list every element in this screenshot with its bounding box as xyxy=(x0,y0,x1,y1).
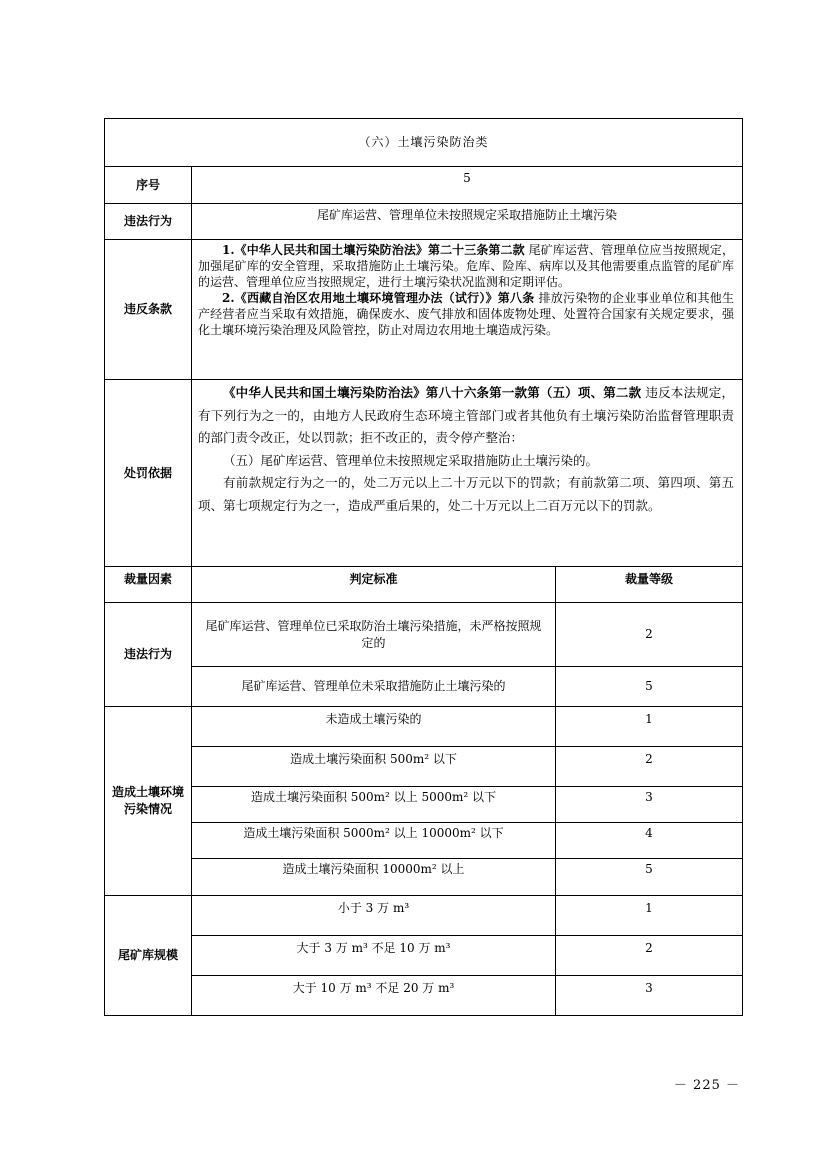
level-cell: 5 xyxy=(556,667,743,707)
basis-paragraph-3: 有前款规定行为之一的，处二万元以上二十万元以下的罚款；有前款第二项、第四项、第五项、第七项规定行为之一，造成严重后果的，处二十万元以上二百万元以下的罚款。 xyxy=(198,475,734,513)
level-cell: 4 xyxy=(556,823,743,859)
standard-header: 判定标准 xyxy=(192,567,556,603)
table-row xyxy=(105,603,743,667)
basis-paragraph-1 xyxy=(198,382,734,450)
standard-cell: 尾矿库运营、管理单位已采取防治土壤污染措施，未严格按照规定的 xyxy=(192,603,556,667)
seq-label: 序号 xyxy=(105,167,192,204)
level-cell: 1 xyxy=(556,707,743,747)
section-title: （六）土壤污染防治类 xyxy=(105,119,743,167)
clause-content xyxy=(192,240,743,380)
table-row xyxy=(105,976,743,1016)
table-row xyxy=(105,787,743,823)
table-row xyxy=(105,859,743,896)
penalty-standard-table xyxy=(104,118,743,1016)
factor-name: 造成土壤环境污染情况 xyxy=(105,707,192,896)
clause-paragraph-1 xyxy=(198,242,734,290)
basis-law-ref: 《中华人民共和国土壤污染防治法》第八十六条第一款第（五）项、第二款 xyxy=(223,385,642,400)
factor-header: 裁量因素 xyxy=(105,567,192,603)
table-row xyxy=(105,707,743,747)
level-cell: 5 xyxy=(556,859,743,896)
seq-value: 5 xyxy=(192,167,743,204)
clause-2-law-ref: 2.《西藏自治区农用地土壤环境管理办法（试行）》第八条 xyxy=(222,291,535,305)
clause-paragraph-2 xyxy=(198,290,734,338)
factors-header-row xyxy=(105,567,743,603)
clause-1-law-ref: 1.《中华人民共和国土壤污染防治法》第二十三条第二款 xyxy=(222,243,525,257)
basis-1-text: 违反本法规定，有下列行为之一的，由地方人民政府生态环境主管部门或者其他负有土壤污染防治监督管理职责的部门责令改正，处以罚款；拒不改正的，责令停产整治： xyxy=(198,385,734,445)
table-row xyxy=(105,667,743,707)
clause-row xyxy=(105,240,743,380)
level-cell: 2 xyxy=(556,747,743,787)
standard-cell: 造成土壤污染面积 5000m² 以上 10000m² 以下 xyxy=(192,823,556,859)
level-cell: 3 xyxy=(556,976,743,1016)
level-cell: 2 xyxy=(556,936,743,976)
table-row xyxy=(105,747,743,787)
violation-value: 尾矿库运营、管理单位未按照规定采取措施防止土壤污染 xyxy=(192,204,743,240)
standard-cell: 尾矿库运营、管理单位未采取措施防止土壤污染的 xyxy=(192,667,556,707)
level-header: 裁量等级 xyxy=(556,567,743,603)
page-number: － 225 － xyxy=(673,1078,740,1093)
factor-name: 尾矿库规模 xyxy=(105,896,192,1016)
clause-1-text: 尾矿库运营、管理单位应当按照规定，加强尾矿库的安全管理，采取措施防止土壤污染。危库、险库、病库以及其他需要重点监管的尾矿库的运营、管理单位应当按照规定，进行土壤污染状况监测和定期评估。 xyxy=(198,243,734,289)
standard-cell: 小于 3 万 m³ xyxy=(192,896,556,936)
factor-name: 违法行为 xyxy=(105,603,192,707)
basis-paragraph-2: （五）尾矿库运营、管理单位未按照规定采取措施防止土壤污染的。 xyxy=(223,452,599,468)
table-row xyxy=(105,896,743,936)
table-row xyxy=(105,823,743,859)
table-row xyxy=(105,936,743,976)
clause-2-text: 排放污染物的企业事业单位和其他生产经营者应当采取有效措施，确保废水、废气排放和固体废物处理、处置符合国家有关规定要求，强化土壤环境污染治理及风险管控，防止对周边农用地土壤造成污染。 xyxy=(198,291,734,337)
violation-label: 违法行为 xyxy=(105,204,192,240)
violation-row xyxy=(105,204,743,240)
level-cell: 3 xyxy=(556,787,743,823)
basis-content xyxy=(192,380,743,567)
seq-row xyxy=(105,167,743,204)
level-cell: 1 xyxy=(556,896,743,936)
level-cell: 2 xyxy=(556,603,743,667)
basis-label: 处罚依据 xyxy=(105,380,192,567)
basis-row xyxy=(105,380,743,567)
clause-label: 违反条款 xyxy=(105,240,192,380)
standard-cell: 造成土壤污染面积 500m² 以下 xyxy=(192,747,556,787)
standard-cell: 大于 10 万 m³ 不足 20 万 m³ xyxy=(192,976,556,1016)
standard-cell: 大于 3 万 m³ 不足 10 万 m³ xyxy=(192,936,556,976)
title-row xyxy=(105,119,743,167)
standard-cell: 造成土壤污染面积 10000m² 以上 xyxy=(192,859,556,896)
standard-cell: 未造成土壤污染的 xyxy=(192,707,556,747)
standard-cell: 造成土壤污染面积 500m² 以上 5000m² 以下 xyxy=(192,787,556,823)
